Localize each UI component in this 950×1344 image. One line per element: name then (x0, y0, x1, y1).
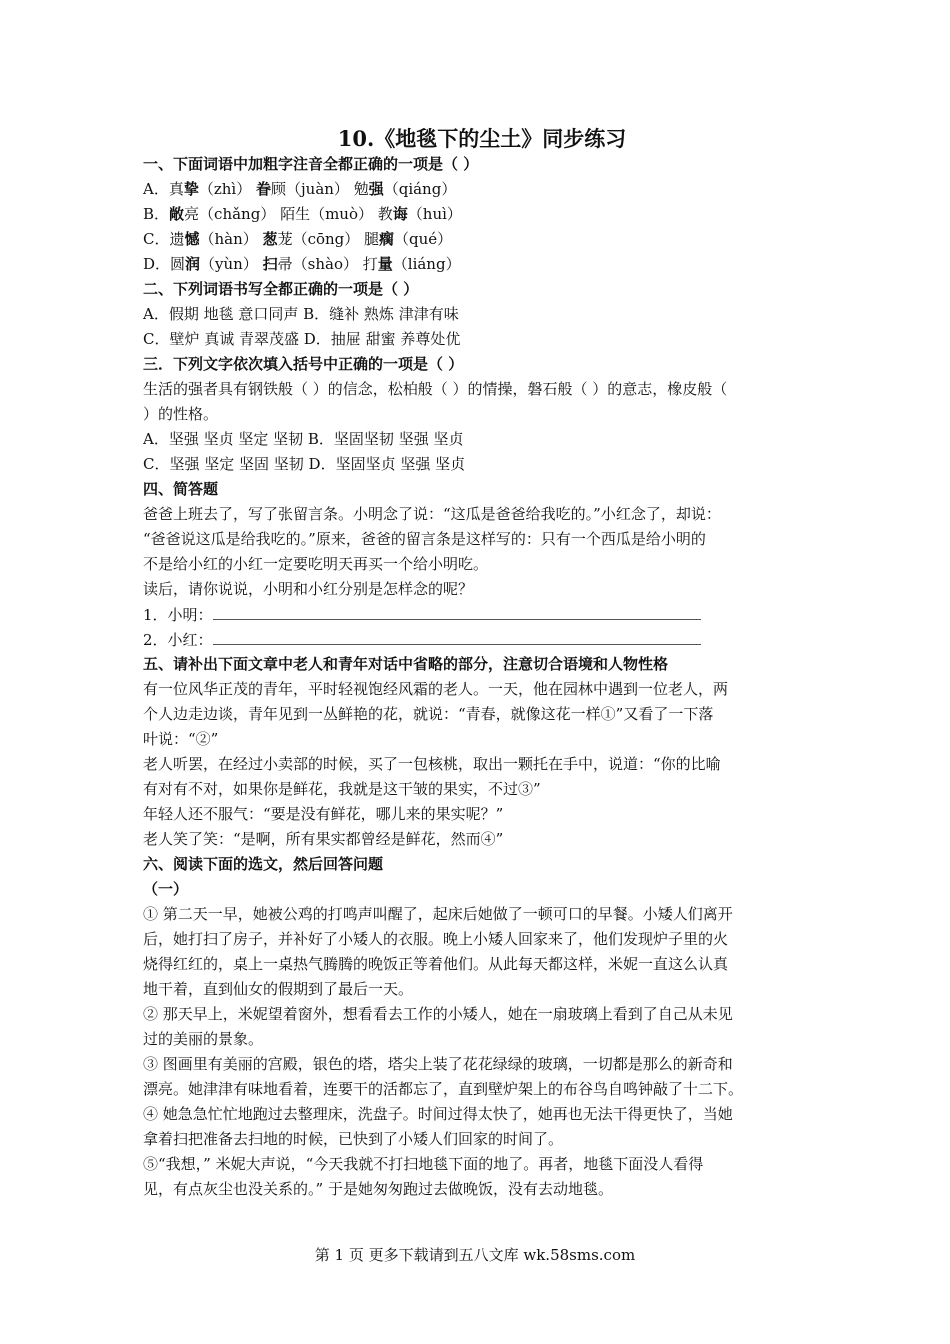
option-text: C．遗 (143, 230, 185, 248)
q1-option-line (143, 177, 811, 202)
bold-character: 葱 (262, 230, 278, 248)
option-text: （qué） (394, 230, 453, 248)
option-text: 帚（shào） 打 (277, 255, 378, 273)
q4-answer-xiaoming (143, 602, 811, 627)
q5-text-line: 老人听罢，在经过小卖部的时候，买了一包核桃，取出一颗托在手中，说道：“你的比喻 (143, 755, 721, 773)
passage-line: ① 第二天一早，她被公鸡的打鸣声叫醒了，起床后她做了一顿可口的早餐。小矮人们离开 (143, 905, 733, 923)
q5-text-line: 叶说：“②” (143, 730, 219, 748)
worksheet (143, 124, 811, 1202)
q2-option-line: C．壁炉 真诚 青翠茂盛 D．抽屉 甜蜜 养尊处优 (143, 330, 461, 348)
q1-options (143, 177, 811, 277)
q2-option-line: A．假期 地毯 意口同声 B．缝补 熟炼 津津有味 (143, 305, 459, 323)
bold-character: 扫 (262, 255, 278, 273)
passage-line: ② 那天早上，米妮望着窗外，想看看去工作的小矮人，她在一扇玻璃上看到了自己从未见 (143, 1005, 733, 1023)
q4-text-line: 不是给小红的小红一定要吃明天再买一个给小明吃。 (143, 555, 489, 573)
q5-text-line: 有一位风华正茂的青年，平时轻视饱经风霜的老人。一天，他在园林中遇到一位老人，两 (143, 680, 729, 698)
passage-line: 地干着，直到仙女的假期到了最后一天。 (143, 980, 414, 998)
option-text: （hàn） (199, 230, 263, 248)
option-text: 顾（juàn） 勉 (271, 180, 369, 198)
bold-character: 量 (377, 255, 393, 273)
q4-text-line: 爸爸上班去了，写了张留言条。小明念了说：“这瓜是爸爸给我吃的。”小红念了，却说： (143, 505, 721, 523)
passage-line: 后，她打扫了房子，并补好了小矮人的衣服。晚上小矮人回家来了，他们发现炉子里的火 (143, 930, 729, 948)
q1-option-line (143, 227, 811, 252)
answer-label: 1．小明： (143, 606, 213, 624)
option-text: 茏（cōng） 腿 (277, 230, 380, 248)
q1-option-line (143, 202, 811, 227)
option-text: A．真 (143, 180, 184, 198)
q5-text-line: 个人边走边谈，青年见到一丛鲜艳的花，就说：“青春，就像这花一样①”又看了一下落 (143, 705, 714, 723)
bold-character: 诲 (392, 205, 408, 223)
passage-line: ③ 图画里有美丽的宫殿，银色的塔，塔尖上装了花花绿绿的玻璃，一切都是那么的新奇和 (143, 1055, 733, 1073)
passage-line: 见，有点灰尘也没关系的。” 于是她匆匆跑过去做晚饭，没有去动地毯。 (143, 1180, 613, 1198)
q3-text-line: 生活的强者具有钢铁般（ ）的信念，松柏般（ ）的情操，磐石般（ ）的意志，橡皮般（ (143, 380, 728, 398)
answer-label: 2．小红： (143, 631, 213, 649)
bold-character: 敞 (169, 205, 185, 223)
bold-character: 挚 (183, 180, 199, 198)
bold-character: 润 (185, 255, 201, 273)
passage-line: 漂亮。她津津有味地看着，连要干的活都忘了，直到壁炉架上的布谷鸟自鸣钟敲了十二下。 (143, 1080, 744, 1098)
q3-text-line: ）的性格。 (143, 405, 219, 423)
answer-blank-line[interactable] (213, 627, 701, 645)
passage-line: 拿着扫把准备去扫地的时候，已快到了小矮人们回家的时间了。 (143, 1130, 564, 1148)
option-text: （liáng） (392, 255, 461, 273)
option-text: D．圆 (143, 255, 186, 273)
q6-heading: 六、阅读下面的选文，然后回答问题 (143, 855, 384, 873)
option-text: （zhì） (198, 180, 256, 198)
bold-character: 强 (368, 180, 384, 198)
bold-character: 眷 (256, 180, 272, 198)
passage-line: ④ 她急急忙忙地跑过去整理床，洗盘子。时间过得太快了，她再也无法干得更快了，当她 (143, 1105, 733, 1123)
q4-text-line: “爸爸说这瓜是给我吃的。”原来，爸爸的留言条是这样写的：只有一个西瓜是给小明的 (143, 530, 706, 548)
q3-heading: 三．下列文字依次填入括号中正确的一项是（ ） (143, 355, 464, 373)
page-title: 10.《地毯下的尘土》同步练习 (337, 126, 627, 151)
q3-option-line: C．坚强 坚定 坚固 坚韧 D．坚固坚贞 坚强 坚贞 (143, 455, 466, 473)
q2-heading: 二、下列词语书写全都正确的一项是（ ） (143, 280, 419, 298)
q1-heading: 一、下面词语中加粗字注音全都正确的一项是（ ） (143, 155, 479, 173)
q6-subheading: （一） (143, 880, 189, 898)
q3-option-line: A．坚强 坚贞 坚定 坚韧 B．坚固坚韧 坚强 坚贞 (143, 430, 464, 448)
q4-heading: 四、简答题 (143, 480, 219, 498)
page-footer: 第 1 页 更多下载请到五八文库 wk.58sms.com (314, 1246, 636, 1264)
q1-option-line (143, 252, 811, 277)
passage-line: ⑤“我想，” 米妮大声说，“今天我就不打扫地毯下面的地了。再者，地毯下面没人看得 (143, 1155, 704, 1173)
q5-text-line: 老人笑了笑：“是啊，所有果实都曾经是鲜花，然而④” (143, 830, 504, 848)
passage-line: 烧得红红的，桌上一桌热气腾腾的晚饭正等着他们。从此每天都这样，米妮一直这么认真 (143, 955, 729, 973)
answer-blank-line[interactable] (213, 602, 701, 620)
option-text: B． (143, 205, 170, 223)
option-text: （qiáng） (383, 180, 457, 198)
bold-character: 瘸 (379, 230, 395, 248)
q4-text-line: 读后，请你说说，小明和小红分别是怎样念的呢？ (143, 580, 474, 598)
passage-line: 过的美丽的景象。 (143, 1030, 264, 1048)
option-text: （yùn） (200, 255, 263, 273)
option-text: 亮（chǎng） 陌生（muò） 教 (184, 205, 393, 223)
bold-character: 憾 (184, 230, 200, 248)
q4-answer-xiaohong (143, 627, 811, 652)
q5-text-line: 有对有不对，如果你是鲜花，我就是这干皱的果实，不过③” (143, 780, 541, 798)
q5-heading: 五、请补出下面文章中老人和青年对话中省略的部分，注意切合语境和人物性格 (143, 655, 669, 673)
option-text: （huì） (407, 205, 462, 223)
q5-text-line: 年轻人还不服气：“要是没有鲜花，哪儿来的果实呢？” (143, 805, 504, 823)
